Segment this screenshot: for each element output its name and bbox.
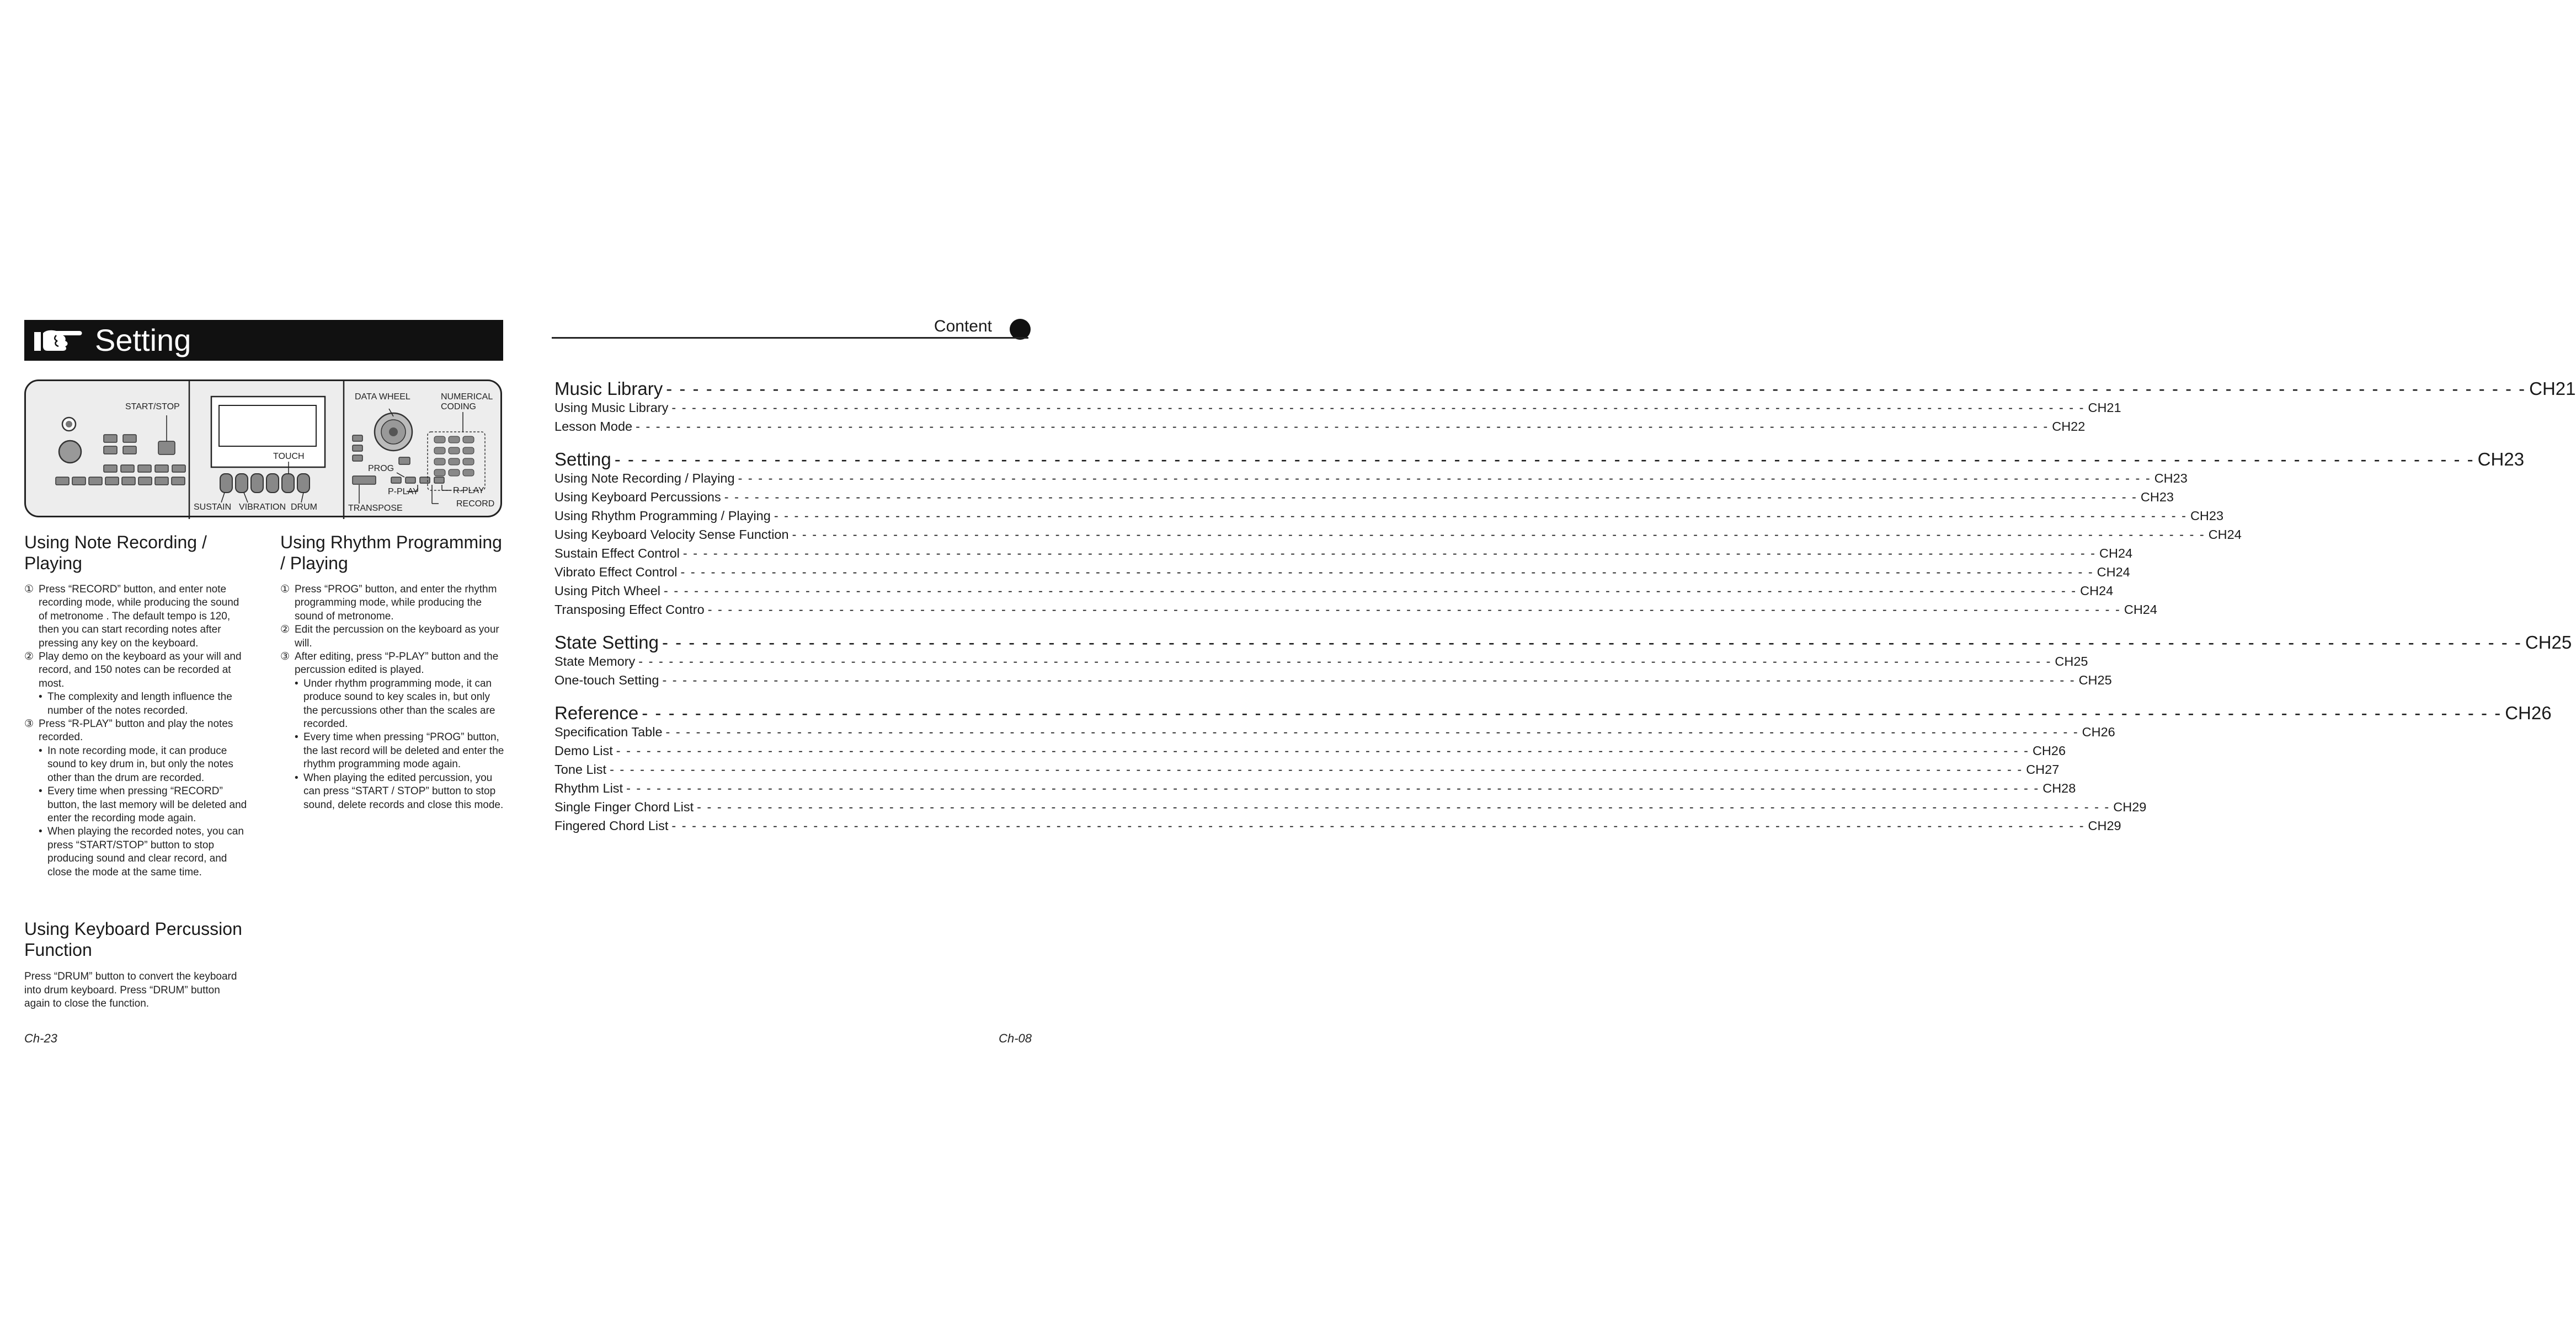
setting-banner [24, 320, 503, 361]
toc-page: CH25 [2078, 673, 2112, 687]
toc-leader: - - - - - - - - - - - - - - - - - - - - - - - - - - - - - - - - - - - - - - - - - - - - - - - - - - - - - - - - - - - - - - - - - - - - - - - - - - - - - - - - - - - - - - - - - - - - - - - - - - - - - - - - - - - - - - - - - - - - - - - - - - - - - - - - - - - - - - - - - - - - [636, 419, 2049, 434]
toc-entry [554, 418, 2086, 435]
toc-title: Setting [554, 449, 611, 469]
toc-title: Reference [554, 703, 639, 723]
label-data-wheel: DATA WHEEL [355, 392, 410, 402]
toc-title: Single Finger Chord List [554, 800, 694, 814]
step-item: ② Edit the percussion on the keyboard as your will. [280, 624, 499, 649]
toc-leader: - - - - - - - - - - - - - - - - - - - - - - - - - - - - - - - - - - - - - - - - - - - - - - - - - - - - - - - - - - - - - - - - - - - - - - - - - - - - - - - - - - - - - - - - - - - - - - - - - - - - - - - - - - - - - - - - - - - - - - - - - - - - - - - - - - - - - - - - - - - - [738, 471, 2151, 485]
toc-page: CH26 [2505, 703, 2552, 723]
toc-page: CH24 [2099, 546, 2133, 560]
toc-title: Using Rhythm Programming / Playing [554, 509, 771, 523]
toc-leader: - - - - - - - - - - - - - - - - - - - - - - - - - - - - - - - - - - - - - - - - - - - - - - - - - - - - - - - - - - - - - - - - - - - - - - - - - - - - - - - - - - - - - - - - - - - - - - - - - - - - - - - - - - - - - - - - - - - - - - - - - - - - - - - - - - - - - - - - - - - - [671, 819, 2085, 833]
toc-title: Specification Table [554, 725, 663, 739]
toc-title: State Setting [554, 632, 659, 653]
toc-entry [554, 780, 2076, 796]
label-p-play: P-PLAY [388, 487, 419, 496]
toc-title: Tone List [554, 762, 607, 777]
label-vibration: VIBRATION [239, 502, 286, 512]
step-item: ① Press “RECORD” button, and enter note recording mode, while producing the sound of metronome . The default tempo is 120, then you can start recording notes after pressing any key on the keyboard. [24, 584, 239, 649]
toc-leader: - - - - - - - - - - - - - - - - - - - - - - - - - - - - - - - - - - - - - - - - - - - - - - - - - - - - - - - - - - - - - - - - - - - - - - - - - - - - - - - - - - - - - - - - - - - - - - - - - - - - - - - - - - - - - - - - - - - - - - - - - - - - - - - - - - - - - - - - - - - - [682, 546, 2096, 560]
toc-title: One-touch Setting [554, 673, 659, 687]
toc-leader: - - - - - - - - - - - - - - - - - - - - - - - - - - - - - - - - - - - - - - - - - - - - - - - - - - - - - - - - - - - - - - - - - - - - - - - - - - - - - - - - - - - - - - - - - - - - - - - - - - - - - - - - - - - - - - - - - - - - - - - - - - - - - - - - - - - - - - - - - - - - [664, 584, 2077, 598]
toc-entry [554, 799, 2147, 815]
toc-entry [554, 672, 2112, 688]
toc-leader: - - - - - - - - - - - - - - - - - - - - - - - - - - - - - - - - - - - - - - - - - - - - - - - - - - - - - - - - - - - - - - - - - - - - - - - - - - - - - - - - - - - - - - - - - - - - - - - - - - - - - - - - - - - - - - - - - - - - - - - - - - - - - - - - - - - - - - - - - - - - [638, 654, 2052, 668]
toc-entry [554, 470, 2188, 486]
toc-leader: - - - - - - - - - - - - - - - - - - - - - - - - - - - - - - - - - - - - - - - - - - - - - - - - - - - - - - - - - - - - - - - - - - - - - - - - - - - - - - - - - - - - - - - - - - - - - - - - - - - - - - - - - - - - - - - - - - - - - - - - - - - - - - - - - - - - - - - - - - - - [662, 632, 2522, 653]
toc-page: CH21 [2529, 378, 2576, 399]
step-item: ③ After editing, press “P-PLAY” button and the percussion edited is played. [280, 651, 499, 676]
label-sustain: SUSTAIN [194, 502, 232, 512]
step-item: ① Press “PROG” button, and enter the rhythm programming mode, while producing the sound of metronome. [280, 584, 497, 622]
toc-page: CH28 [2042, 781, 2076, 795]
bullet-item: • Under rhythm programming mode, it can produce sound to key scales in, but only the percussions other than the scales are recorded. [280, 677, 504, 731]
toc-title: Sustain Effect Control [554, 546, 680, 560]
note-recording-heading: Using Note Recording / Playing [24, 532, 207, 573]
toc-entry [554, 526, 2242, 543]
toc-entry [554, 761, 2060, 778]
bullet-item: • Every time when pressing “PROG” button, the last record will be deleted and enter the rhythm programming mode again. [280, 731, 504, 771]
label-transpose: TRANSPOSE [348, 504, 403, 513]
toc-title: Using Note Recording / Playing [554, 471, 735, 485]
toc-entry [554, 507, 2224, 524]
pointing-hand-icon [32, 324, 85, 356]
keyboard-percussion-text: Press “DRUM” button to convert the keyboard into drum keyboard. Press “DRUM” button again to close the function. [24, 971, 237, 1009]
toc-leader: - - - - - - - - - - - - - - - - - - - - - - - - - - - - - - - - - - - - - - - - - - - - - - - - - - - - - - - - - - - - - - - - - - - - - - - - - - - - - - - - - - - - - - - - - - - - - - - - - - - - - - - - - - - - - - - - - - - - - - - - - - - - - - - - - - - - - - - - - - - - [774, 509, 2187, 523]
toc-heading [554, 378, 2576, 399]
keyboard-percussion-heading: Using Keyboard Percussion Function [24, 919, 242, 960]
toc-leader: - - - - - - - - - - - - - - - - - - - - - - - - - - - - - - - - - - - - - - - - - - - - - - - - - - - - - - - - - - - - - - - - - - - - - - - - - - - - - - - - - - - - - - - - - - - - - - - - - - - - - - - - - - - - - - - - - - - - - - - - - - - - - - - - - - - - - - - - - - - - [662, 673, 2076, 687]
label-touch: TOUCH [273, 452, 305, 461]
toc-entry [554, 817, 2121, 834]
toc-entry [554, 545, 2133, 561]
toc-page: CH23 [2477, 449, 2525, 469]
toc-entry [554, 489, 2174, 505]
label-prog: PROG [368, 464, 394, 473]
toc-leader: - - - - - - - - - - - - - - - - - - - - - - - - - - - - - - - - - - - - - - - - - - - - - - - - - - - - - - - - - - - - - - - - - - - - - - - - - - - - - - - - - - - - - - - - - - - - - - - - - - - - - - - - - - - - - - - - - - - - - - - - - - - - - - - - - - - - - - - - - - - - [792, 527, 2205, 542]
toc-title: State Memory [554, 654, 636, 668]
bullet-item: • When playing the recorded notes, you can press “START/STOP” button to stop producing sound and clear record, and close the mode at the same time. [24, 825, 250, 879]
toc-leader: - - - - - - - - - - - - - - - - - - - - - - - - - - - - - - - - - - - - - - - - - - - - - - - - - - - - - - - - - - - - - - - - - - - - - - - - - - - - - - - - - - - - - - - - - - - - - - - - - - - - - - - - - - - - - - - - - - - - - - - - - - - - - - - - - - - - - - - - - - - - [626, 781, 2040, 795]
toc-page: CH26 [2082, 725, 2115, 739]
label-r-play: R-PLAY [453, 486, 484, 495]
toc-leader: - - - - - - - - - - - - - - - - - - - - - - - - - - - - - - - - - - - - - - - - - - - - - - - - - - - - - - - - - - - - - - - - - - - - - - - - - - - - - - - - - - - - - - - - - - - - - - - - - - - - - - - - - - - - - - - - - - - - - - - - - - - - - - - - - - - - - - - - - - - - [616, 744, 2029, 758]
toc-entry [554, 742, 2066, 759]
toc-leader: - - - - - - - - - - - - - - - - - - - - - - - - - - - - - - - - - - - - - - - - - - - - - - - - - - - - - - - - - - - - - - - - - - - - - - - - - - - - - - - - - - - - - - - - - - - - - - - - - - - - - - - - - - - - - - - - - - - - - - - - - - - - - - - - - - - - - - - - - - - - [671, 400, 2085, 415]
toc-page: CH23 [2190, 509, 2224, 523]
label-record: RECORD [456, 499, 495, 509]
toc-title: Demo List [554, 744, 613, 758]
toc-title: Using Pitch Wheel [554, 584, 660, 598]
bullet-item: • In note recording mode, it can produce sound to key drum in, but only the notes other than the drum are recorded. [24, 745, 250, 785]
toc-page: CH25 [2055, 654, 2088, 668]
step-item: ② Play demo on the keyboard as your will and record, and 150 notes can be recorded at most. [24, 651, 242, 689]
toc-page: CH21 [2088, 400, 2121, 415]
toc-title: Using Keyboard Percussions [554, 490, 721, 504]
toc-leader: - - - - - - - - - - - - - - - - - - - - - - - - - - - - - - - - - - - - - - - - - - - - - - - - - - - - - - - - - - - - - - - - - - - - - - - - - - - - - - - - - - - - - - - - - - - - - - - - - - - - - - - - - - - - - - - - - - - - - - - - - - - - - - - - - - - - - - - - - - - - [665, 725, 2079, 739]
bullet-item: • Every time when pressing “RECORD” button, the last memory will be deleted and enter the recording mode again. [24, 785, 250, 825]
toc-title: Using Keyboard Velocity Sense Function [554, 527, 789, 542]
toc-title: Transposing Effect Contro [554, 602, 705, 617]
toc-leader: - - - - - - - - - - - - - - - - - - - - - - - - - - - - - - - - - - - - - - - - - - - - - - - - - - - - - - - - - - - - - - - - - - - - - - - - - - - - - - - - - - - - - - - - - - - - - - - - - - - - - - - - - - - - - - - - - - - - - - - - - - - - - - - - - - - - - - - - - - - - [614, 449, 2474, 469]
right-page-number: Ch-08 [999, 1031, 1032, 1045]
toc-page: CH23 [2140, 490, 2174, 504]
left-page-number: Ch-23 [24, 1031, 57, 1045]
toc-entry [554, 601, 2157, 618]
toc-page: CH24 [2208, 527, 2242, 542]
toc-page: CH22 [2052, 419, 2086, 434]
toc-page: CH25 [2525, 632, 2572, 653]
toc-heading [554, 632, 2572, 653]
rhythm-programming-steps [280, 583, 504, 812]
toc-leader: - - - - - - - - - - - - - - - - - - - - - - - - - - - - - - - - - - - - - - - - - - - - - - - - - - - - - - - - - - - - - - - - - - - - - - - - - - - - - - - - - - - - - - - - - - - - - - - - - - - - - - - - - - - - - - - - - - - - - - - - - - - - - - - - - - - - - - - - - - - - [666, 378, 2526, 399]
toc-leader: - - - - - - - - - - - - - - - - - - - - - - - - - - - - - - - - - - - - - - - - - - - - - - - - - - - - - - - - - - - - - - - - - - - - - - - - - - - - - - - - - - - - - - - - - - - - - - - - - - - - - - - - - - - - - - - - - - - - - - - - - - - - - - - - - - - - - - - - - - - - [642, 703, 2502, 723]
toc-heading [554, 449, 2525, 470]
toc-entry [554, 564, 2130, 580]
rhythm-programming-heading: Using Rhythm Programming / Playing [280, 532, 502, 573]
toc-title: Using Music Library [554, 400, 669, 415]
note-recording-steps [24, 583, 250, 879]
toc-page: CH24 [2080, 584, 2114, 598]
step-item: ③ Press “R-PLAY” button and play the notes recorded. [24, 718, 233, 744]
label-coding: CODING [441, 402, 476, 411]
toc-title: Music Library [554, 378, 663, 399]
banner-title: Setting [95, 323, 191, 357]
toc-heading [554, 703, 2552, 724]
toc-entry [554, 653, 2088, 670]
toc-title: Rhythm List [554, 781, 623, 795]
toc-page: CH24 [2097, 565, 2130, 579]
toc-entry [554, 724, 2115, 740]
toc-page: CH24 [2124, 602, 2157, 617]
toc-page: CH29 [2113, 800, 2147, 814]
keyboard-control-panel-diagram [24, 379, 502, 517]
toc-page: CH23 [2154, 471, 2188, 485]
label-numerical: NUMERICAL [441, 392, 493, 402]
toc-page: CH26 [2032, 744, 2066, 758]
toc-leader: - - - - - - - - - - - - - - - - - - - - - - - - - - - - - - - - - - - - - - - - - - - - - - - - - - - - - - - - - - - - - - - - - - - - - - - - - - - - - - - - - - - - - - - - - - - - - - - - - - - - - - - - - - - - - - - - - - - - - - - - - - - - - - - - - - - - - - - - - - - - [697, 800, 2110, 814]
toc-page: CH27 [2026, 762, 2060, 777]
label-drum: DRUM [291, 502, 317, 512]
toc-leader: - - - - - - - - - - - - - - - - - - - - - - - - - - - - - - - - - - - - - - - - - - - - - - - - - - - - - - - - - - - - - - - - - - - - - - - - - - - - - - - - - - - - - - - - - - - - - - - - - - - - - - - - - - - - - - - - - - - - - - - - - - - - - - - - - - - - - - - - - - - - [610, 762, 2023, 777]
toc-title: Lesson Mode [554, 419, 633, 434]
toc-page: CH29 [2088, 819, 2121, 833]
toc-title: Fingered Chord List [554, 819, 669, 833]
label-start-stop: START/STOP [125, 402, 180, 411]
toc-entry [554, 582, 2114, 599]
content-header: Content [934, 317, 992, 335]
bullet-item: • The complexity and length influence the number of the notes recorded. [24, 691, 250, 718]
header-rule [552, 337, 1028, 339]
toc-leader: - - - - - - - - - - - - - - - - - - - - - - - - - - - - - - - - - - - - - - - - - - - - - - - - - - - - - - - - - - - - - - - - - - - - - - - - - - - - - - - - - - - - - - - - - - - - - - - - - - - - - - - - - - - - - - - - - - - - - - - - - - - - - - - - - - - - - - - - - - - - [724, 490, 2137, 504]
toc-leader: - - - - - - - - - - - - - - - - - - - - - - - - - - - - - - - - - - - - - - - - - - - - - - - - - - - - - - - - - - - - - - - - - - - - - - - - - - - - - - - - - - - - - - - - - - - - - - - - - - - - - - - - - - - - - - - - - - - - - - - - - - - - - - - - - - - - - - - - - - - - [707, 602, 2121, 617]
bullet-item: • When playing the edited percussion, you can press “START / STOP” button to stop sound, delete records and close this mode. [280, 772, 504, 812]
toc-leader: - - - - - - - - - - - - - - - - - - - - - - - - - - - - - - - - - - - - - - - - - - - - - - - - - - - - - - - - - - - - - - - - - - - - - - - - - - - - - - - - - - - - - - - - - - - - - - - - - - - - - - - - - - - - - - - - - - - - - - - - - - - - - - - - - - - - - - - - - - - - [680, 565, 2094, 579]
toc-title: Vibrato Effect Control [554, 565, 678, 579]
toc-entry [554, 399, 2121, 416]
